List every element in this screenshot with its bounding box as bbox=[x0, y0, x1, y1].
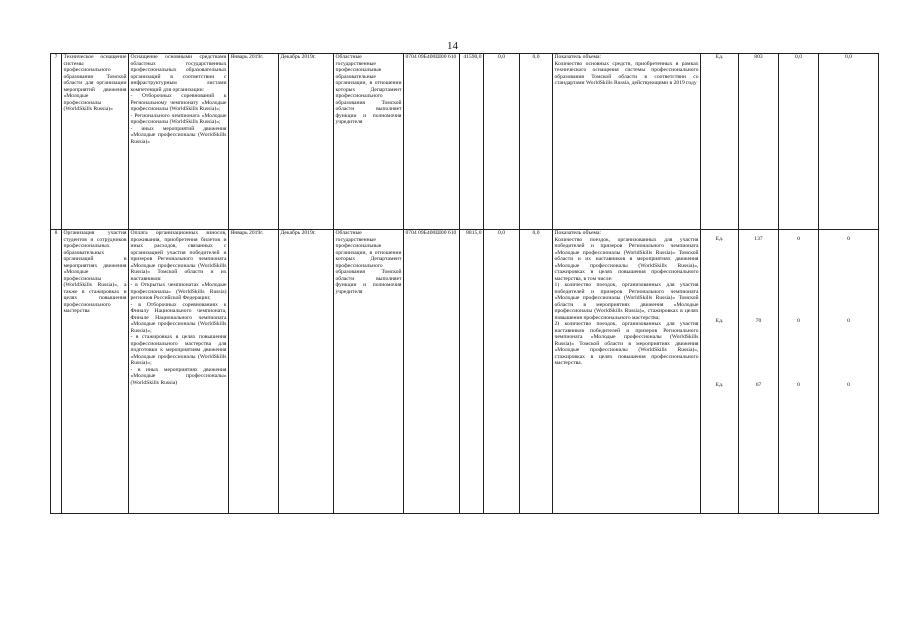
value-cell: 0,0 bbox=[520, 230, 553, 514]
kbk-cell: 0704 09Б400Ш00 610 bbox=[404, 54, 460, 230]
task-cell: Организация участия студентов и сотрудников профессиональных образовательных организаций в мероприятиях движения «Молодые профессионалы (WorldSkills Russia)», а также в стажировках в целях повышения профессионального мастерства bbox=[62, 230, 129, 514]
start-date-cell: Январь 2019г. bbox=[229, 54, 279, 230]
row-number: 8 bbox=[51, 230, 62, 514]
indicator-value-cell: 0,0 bbox=[819, 54, 879, 230]
indicator-cell: Показатель объема: Количество основных средств, приобретенных в рамках технического оснащения системы профессионального образования Томской области в соответствии со стандартами WorldSkills Russia, действующими в 2019 году bbox=[553, 54, 701, 230]
executor-cell: Областные государственные профессиональные организации, в отношении которых Департамент профессионального образования Томской области выполняет функции и полномочия учредителя bbox=[334, 230, 404, 514]
unit-value: Ед. bbox=[715, 317, 724, 324]
value-cell: 0,0 bbox=[484, 54, 520, 230]
measure-cell: Оснащение основными средствами областных государственных профессиональных образовательных организаций в соответствии с инфраструктурным листами компетенций для организации: - Отборочных соревнований к Региональному чемпионату «Молодые профессионалы (WorldSkills Russia)»; - Регионального чемпионата «Молодые профессионалы (WorldSkills Russia)»; - иных мероприятий движения «Молодые профессионалы (WorldSkills Russia)» bbox=[129, 54, 229, 230]
measures-table bbox=[50, 53, 879, 514]
unit-value: Ед. bbox=[715, 382, 724, 388]
end-date-cell: Декабрь 2019г. bbox=[279, 230, 334, 514]
indicator-value: 0 bbox=[797, 317, 800, 324]
end-date-cell: Декабрь 2019г. bbox=[279, 54, 334, 230]
table-row bbox=[51, 230, 879, 514]
unit-cell bbox=[701, 230, 739, 514]
row-number: 7 bbox=[51, 54, 62, 230]
indicator-value-cell bbox=[779, 230, 819, 514]
indicator-value-cell: 803 bbox=[739, 54, 779, 230]
task-cell: Техническое оснащение системы профессионального образования Томской области для организации мероприятий движения «Молодые профессионалы (WorldSkills Russia)» bbox=[62, 54, 129, 230]
indicator-value: 0 bbox=[847, 236, 850, 242]
page-number: 14 bbox=[447, 40, 458, 52]
measure-cell: Оплата организационных взносов, проживания, приобретения билетов и иных расходов, связанных с организацией участия победителей и призеров Регионального чемпионата «Молодые профессионалы (WorldSkills Russia)» Томской области и их наставников: - в Открытых чемпионатах «Молодые профессионалы» (WorldSkills Russia) регионов Российской Федерации; - в Отборочных соревнованиях к Финалу Национального чемпионата, Финале Национального чемпионата «Молодые профессионалы (WorldSkills Russia)»; - в стажировках в целях повышения профессионального мастерства для подготовки к мероприятиям движения «Молодые профессионалы (WorldSkills Russia)»; - в иных мероприятиях движения «Молодые профессионалы» (WorldSkills Russia) bbox=[129, 230, 229, 514]
kbk-cell: 0704 09Б400Ш00 610 bbox=[404, 230, 460, 514]
indicator-value-cell bbox=[819, 230, 879, 514]
table-row bbox=[51, 54, 879, 230]
value-cell: 0,0 bbox=[520, 54, 553, 230]
start-date-cell: Январь 2019г. bbox=[229, 230, 279, 514]
indicator-value: 0 bbox=[797, 236, 800, 242]
indicator-value-cell: 0,0 bbox=[779, 54, 819, 230]
sum-cell: 41590,0 bbox=[460, 54, 484, 230]
indicator-value: 0 bbox=[847, 317, 850, 324]
indicator-cell: Показатель объема: Количество поездок, организованных для участия победителей и призеров Регионального чемпионата «Молодые профессионалы (WorldSkills Russia)» Томской области и их наставников в мероприятиях движения «Молодые профессионалы (WorldSkills Russia)», стажировках в целях повышения профессионального мастерства, в том числе: 1) количество поездок, организованных для участия победителей и призеров Регионального чемпионата «Молодые профессионалы (WorldSkills Russia)» Томской области в мероприятиях движения «Молодые профессионалы (WorldSkills Russia)», стажировках в целях повышения профессионального мастерства; 2) количество поездок, организованных для участия наставников победителей и призеров Регионального чемпионата «Молодые профессионалы (WorldSkills Russia)» Томской области в мероприятиях движения «Молодые профессионалы (WorldSkills Russia)», стажировках в целях повышения профессионального мастерства. bbox=[553, 230, 701, 514]
executor-cell: Областные государственные профессиональные образовательные организации, в отношении которых Департамент профессионального образования Томской области выполняет функции и полномочия учредителя bbox=[334, 54, 404, 230]
value-cell: 0,0 bbox=[484, 230, 520, 514]
indicator-value: 67 bbox=[755, 382, 762, 388]
unit-cell: Ед. bbox=[701, 54, 739, 230]
indicator-value: 70 bbox=[755, 317, 762, 324]
indicator-value: 0 bbox=[797, 382, 800, 388]
indicator-value: 0 bbox=[847, 382, 850, 388]
indicator-value-cell bbox=[739, 230, 779, 514]
sum-cell: 8815,0 bbox=[460, 230, 484, 514]
indicator-value: 137 bbox=[754, 236, 763, 242]
unit-value: Ед. bbox=[715, 236, 724, 242]
